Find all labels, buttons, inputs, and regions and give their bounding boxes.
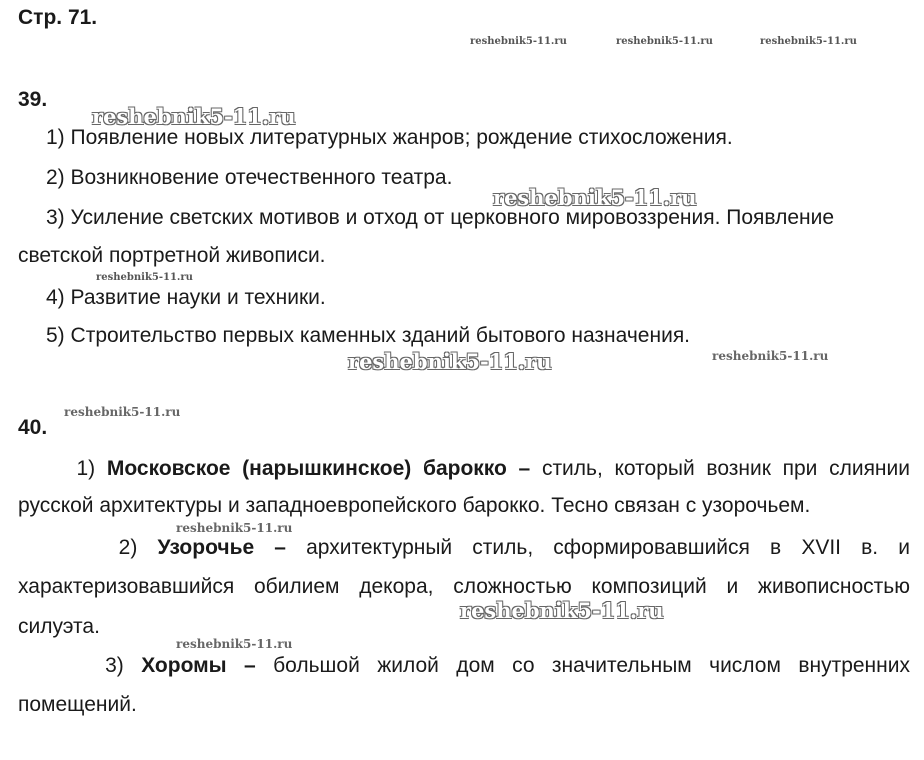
item-prefix: 1) [76,457,96,480]
term-dash: – [226,654,274,677]
item-text: Усиление светских мотивов и отход от церковного мировоззрения. Появление [70,206,835,229]
term-bold: Хоромы [141,654,227,677]
term-dash: – [506,457,542,480]
item-39-4 [46,285,326,311]
item-text: архитектурный стиль, сформировавшийся в XVII в. и [306,536,910,559]
item-40-3 [18,653,910,679]
page-number-header: Стр. 71. [18,6,98,29]
item-39-3-cont: светской портретной живописи. [18,244,326,267]
item-text: Строительство первых каменных зданий бытового назначения. [70,324,691,347]
item-39-3 [46,205,834,231]
item-prefix: 4) [46,286,65,309]
item-40-1-cont: русской архитектуры и западноевропейского барокко. Тесно связан с узорочьем. [18,494,811,517]
section-number-39: 39. [18,88,48,111]
watermark: reshebnik5-11.ru [493,185,697,210]
item-39-5 [46,323,690,349]
item-text: Возникновение отечественного театра. [70,166,453,189]
watermark: reshebnik5-11.ru [96,272,193,283]
item-prefix: 2) [118,536,138,559]
watermark: reshebnik5-11.ru [176,521,293,535]
watermark: reshebnik5-11.ru [176,637,293,651]
watermark: reshebnik5-11.ru [616,36,713,47]
watermark: reshebnik5-11.ru [470,36,567,47]
watermark: reshebnik5-11.ru [64,405,181,419]
item-text: Появление новых литературных жанров; рождение стихосложения. [70,126,733,149]
term-bold: Узорочье [157,536,255,559]
watermark: reshebnik5-11.ru [712,349,829,363]
item-40-2-cont2: силуэта. [18,615,100,638]
item-40-2 [18,535,910,561]
item-39-2 [46,165,452,191]
item-text: Развитие науки и техники. [70,286,326,309]
item-40-2-cont: характеризовавшийся обилием декора, сложностью композиций и живописностью [18,575,910,598]
term-bold: Московское (нарышкинское) барокко [106,457,507,480]
item-text: стиль, который возник при слиянии [541,457,910,480]
watermark: reshebnik5-11.ru [92,104,296,129]
item-prefix: 1) [46,126,65,149]
term-dash: – [254,536,307,559]
watermark: reshebnik5-11.ru [760,36,857,47]
item-40-1 [18,456,910,482]
item-40-3-cont: помещений. [18,693,137,716]
watermark: reshebnik5-11.ru [460,598,664,623]
item-prefix: 5) [46,324,65,347]
section-number-40: 40. [18,416,48,439]
item-prefix: 3) [105,654,124,677]
item-text: большой жилой дом со значительным числом внутренних [273,654,910,677]
watermark: reshebnik5-11.ru [348,349,552,374]
item-prefix: 3) [46,206,65,229]
item-prefix: 2) [46,166,65,189]
